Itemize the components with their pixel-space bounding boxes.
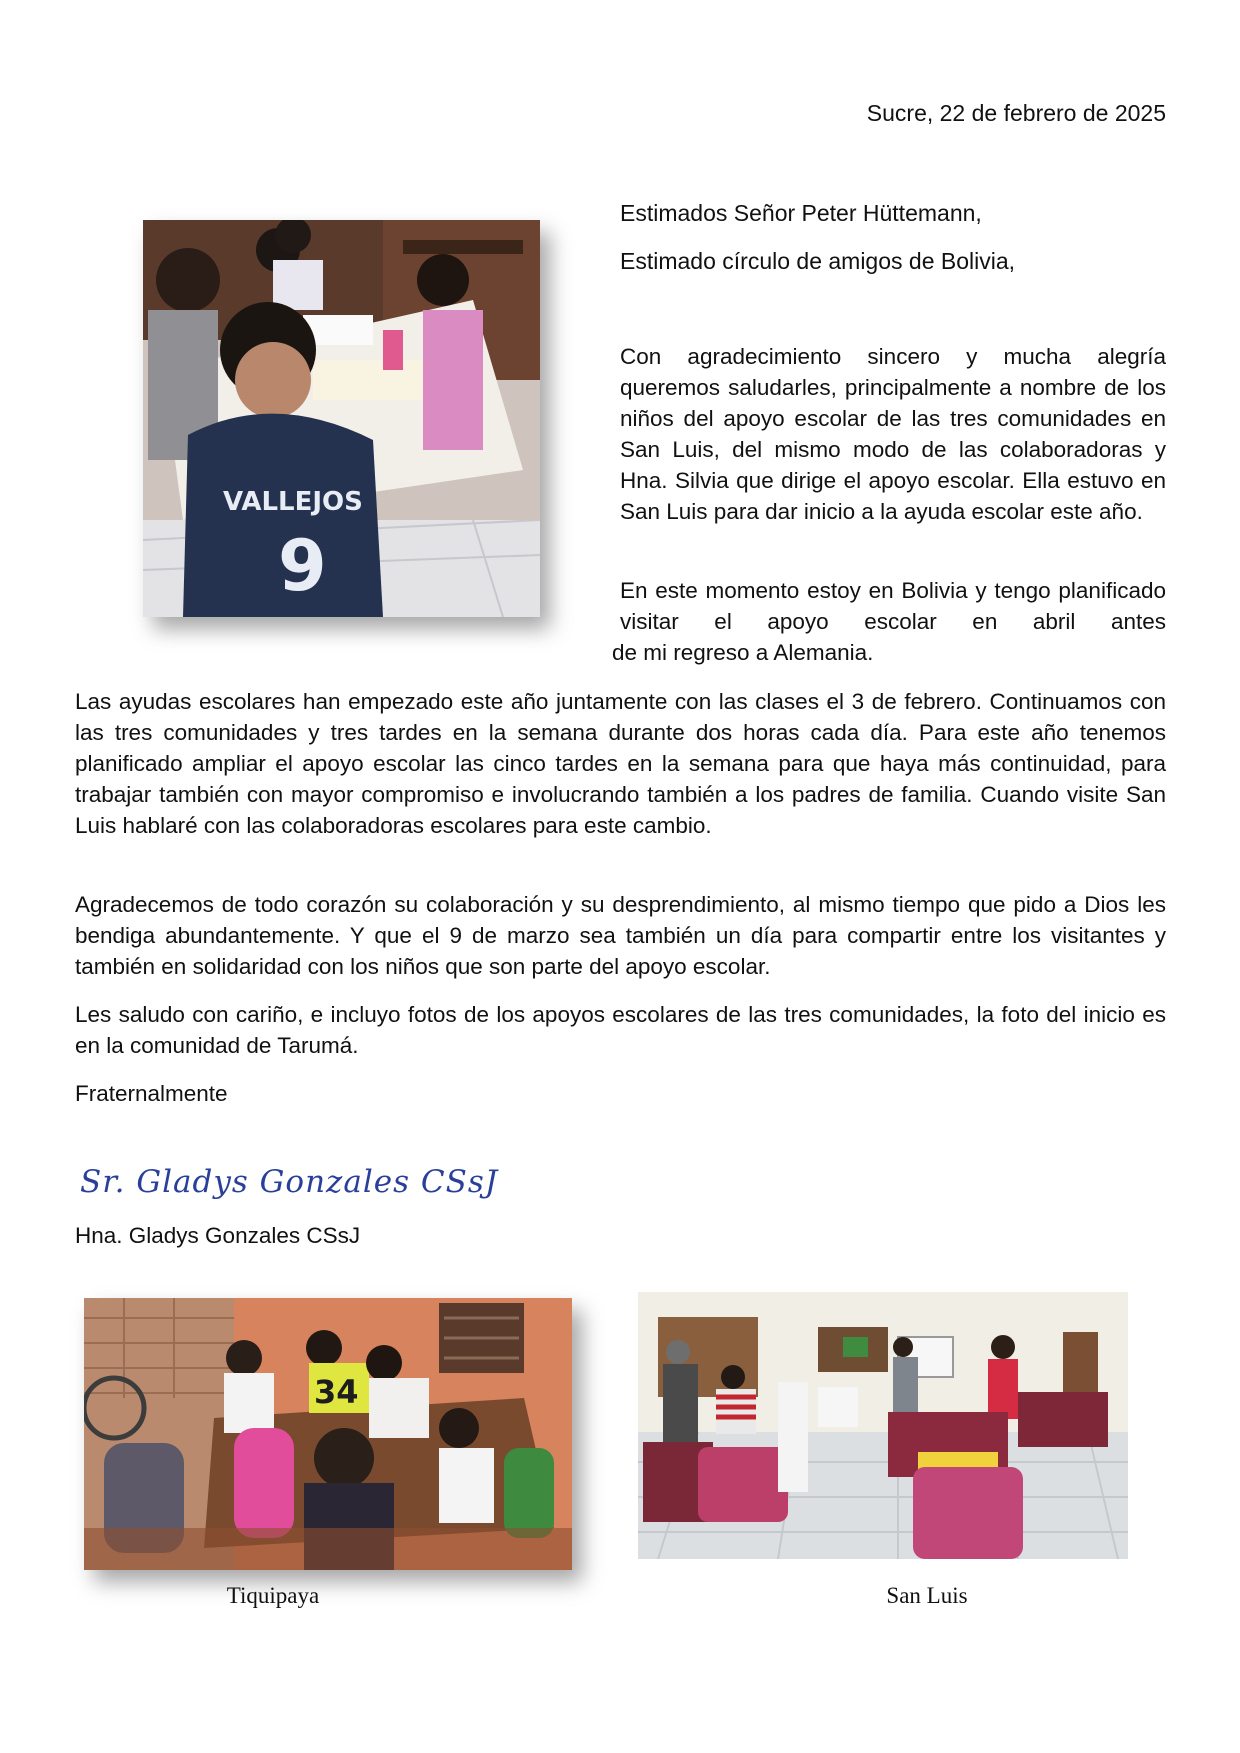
photo-tiquipaya (84, 1298, 572, 1570)
photo-san-luis-image (638, 1292, 1128, 1559)
paragraph-1: Con agradecimiento sincero y mucha alegría queremos saludarles, principalmente a nombre de los niños del apoyo escolar de las tres comunidades en San Luis, del mismo modo de las colaboradoras y Hna. Silvia que dirige el apoyo escolar. Ella estuvo en San Luis para dar inicio a la ayuda escolar este año. (620, 344, 1166, 524)
svg-text:VALLEJOS: VALLEJOS (223, 487, 363, 517)
salutation-1: Estimados Señor Peter Hüttemann, (620, 200, 982, 226)
photo-taruma-image (143, 220, 540, 617)
caption-san-luis: San Luis (886, 1583, 968, 1608)
paragraph-3: Las ayudas escolares han empezado este año juntamente con las clases el 3 de febrero. Continuamos con las tres comunidades y tres tardes en la semana durante dos horas cada día. Para este año tenemos planificado ampliar el apoyo escolar las cinco tardes en la semana para que haya más continuidad, para trabajar también con mayor compromiso e involucrando también a los padres de familia. Cuando visite San Luis hablaré con las colaboradoras escolares para este cambio. (75, 689, 1166, 838)
salutation-2: Estimado círculo de amigos de Bolivia, (620, 248, 1016, 274)
photo-san-luis (638, 1292, 1128, 1559)
paragraph-2-line-2: de mi regreso a Alemania. (612, 640, 874, 665)
svg-text:34: 34 (314, 1373, 359, 1411)
paragraph-2-line-1: En este momento estoy en Bolivia y tengo planificado visitar el apoyo escolar en abril antes (620, 578, 1166, 634)
caption-tiquipaya: Tiquipaya (226, 1583, 320, 1608)
signer-name: Hna. Gladys Gonzales CSsJ (75, 1223, 361, 1248)
svg-text:9: 9 (278, 525, 327, 607)
handwritten-signature: Sr. Gladys Gonzales CSsJ (80, 1164, 499, 1200)
letter-date: Sucre, 22 de febrero de 2025 (866, 100, 1166, 126)
paragraph-5: Les saludo con cariño, e incluyo fotos de los apoyos escolares de las tres comunidades, la foto del inicio es en la comunidad de Tarumá. (75, 1002, 1166, 1058)
paragraph-4: Agradecemos de todo corazón su colaboración y su desprendimiento, al mismo tiempo que pido a Dios les bendiga abundantemente. Y que el 9 de marzo sea también un día para compartir entre los visitantes y también en solidaridad con los niños que son parte del apoyo escolar. (75, 892, 1166, 979)
closing: Fraternalmente (75, 1081, 228, 1106)
paragraph-2 (612, 575, 1166, 668)
photo-taruma (143, 220, 540, 617)
photo-tiquipaya-image (84, 1298, 572, 1570)
